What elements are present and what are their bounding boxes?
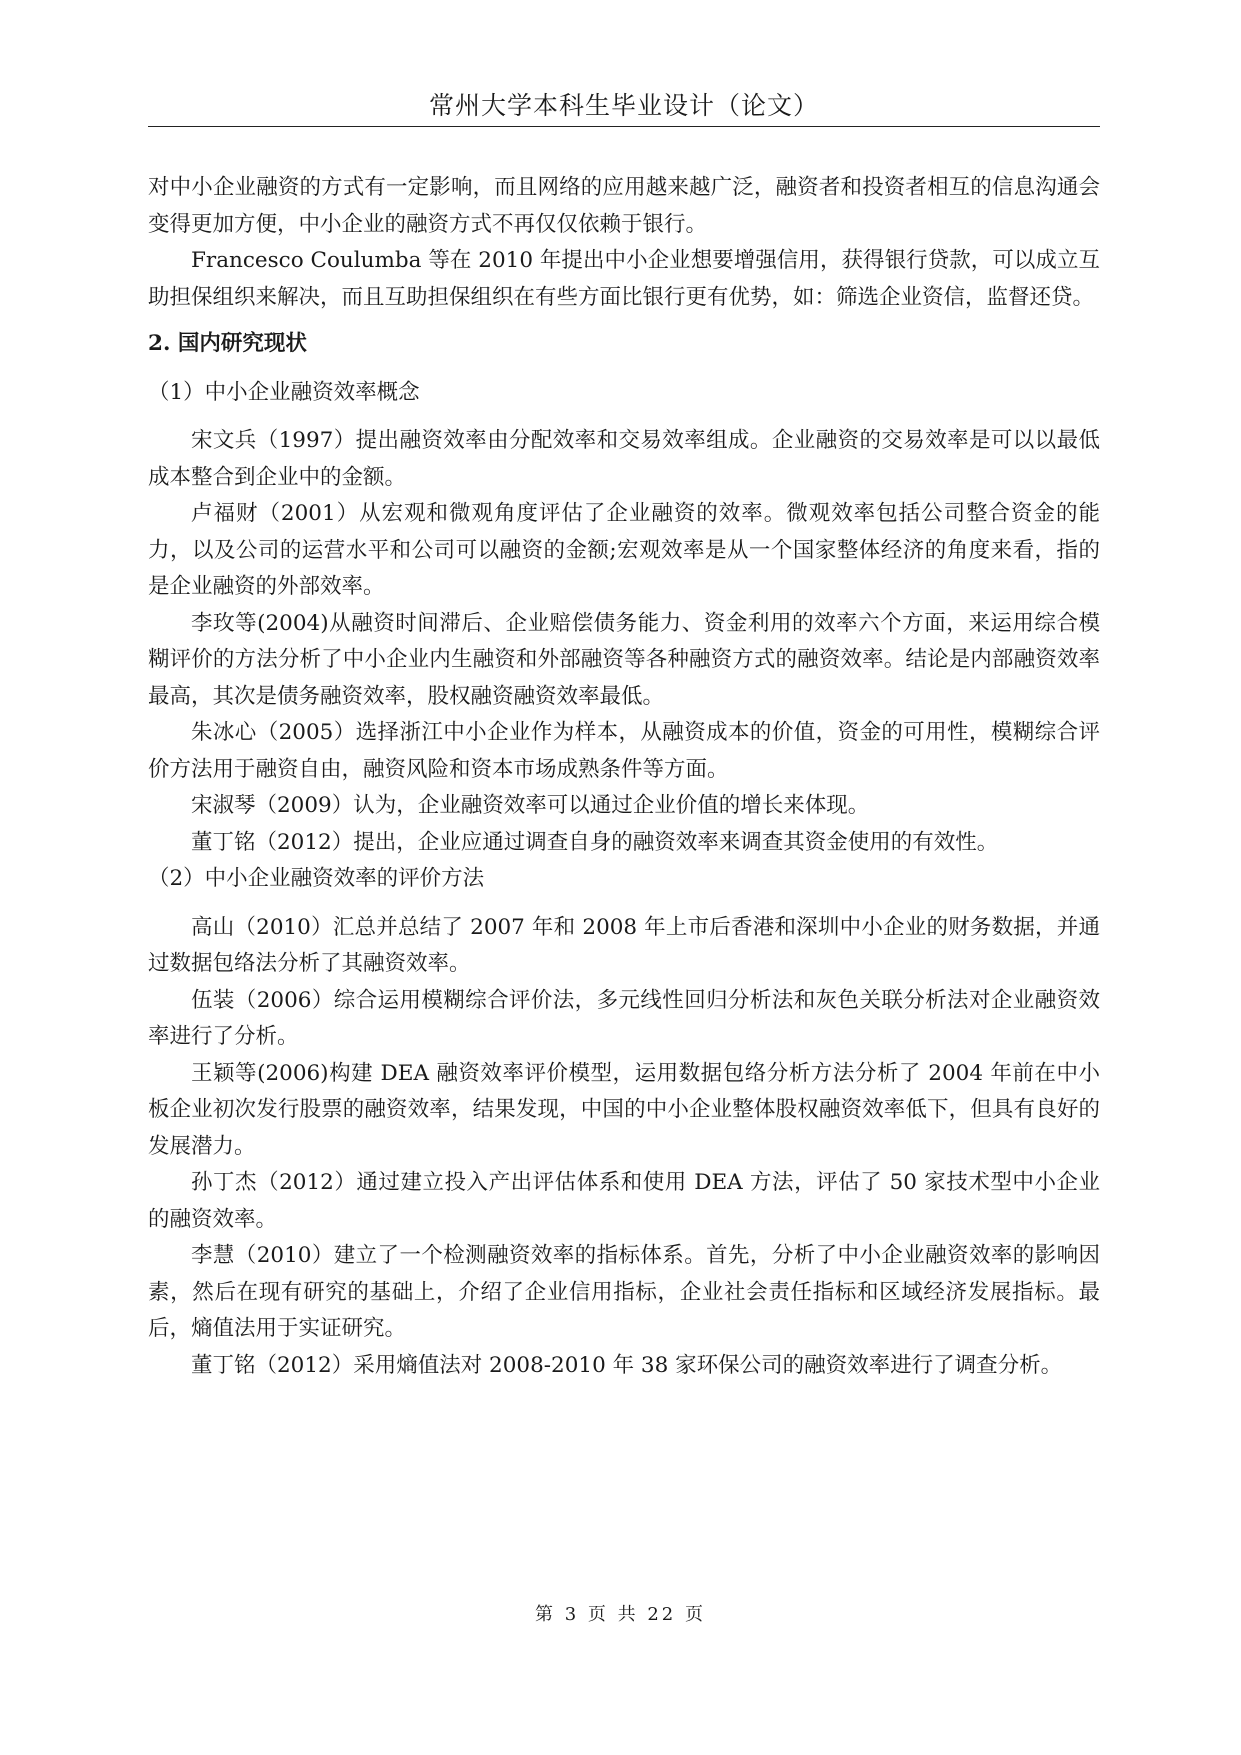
subsection-heading: （1）中小企业融资效率概念	[148, 379, 420, 405]
paragraph: Francesco Coulumba 等在 2010 年提出中小企业想要增强信用，获得银行贷款，可以成立互助担保组织来解决，而且互助担保组织在有些方面比银行更有优势，如：筛选企业资信，监督还贷。	[148, 248, 1100, 310]
paragraph: 董丁铭（2012）提出，企业应通过调查自身的融资效率来调查其资金使用的有效性。	[191, 829, 999, 855]
paragraph: 李玫等(2004)从融资时间滞后、企业赔偿债务能力、资金利用的效率六个方面，来运用综合模糊评价的方法分析了中小企业内生融资和外部融资等各种融资方式的融资效率。结论是内部融资效率最高，其次是债务融资效率，股权融资融资效率最低。	[148, 610, 1100, 709]
paragraph: 王颖等(2006)构建 DEA 融资效率评价模型，运用数据包络分析方法分析了 2004 年前在中小板企业初次发行股票的融资效率，结果发现，中国的中小企业整体股权融资效率低下，但具有良好的发展潜力。	[148, 1060, 1100, 1159]
page-number: 第 3 页 共 22 页	[535, 1604, 706, 1625]
section-heading: 2. 国内研究现状	[148, 331, 307, 356]
paragraph: 伍装（2006）综合运用模糊综合评价法，多元线性回归分析法和灰色关联分析法对企业融资效率进行了分析。	[148, 987, 1100, 1049]
paragraph: 朱冰心（2005）选择浙江中小企业作为样本，从融资成本的价值，资金的可用性，模糊综合评价方法用于融资自由，融资风险和资本市场成熟条件等方面。	[148, 720, 1100, 782]
paragraph: 宋文兵（1997）提出融资效率由分配效率和交易效率组成。企业融资的交易效率是可以以最低成本整合到企业中的金额。	[148, 428, 1100, 490]
paragraph: 李慧（2010）建立了一个检测融资效率的指标体系。首先，分析了中小企业融资效率的影响因素，然后在现有研究的基础上，介绍了企业信用指标，企业社会责任指标和区域经济发展指标。最后，熵值法用于实证研究。	[148, 1243, 1100, 1341]
subsection-heading: （2）中小企业融资效率的评价方法	[148, 866, 485, 891]
paragraph: 孙丁杰（2012）通过建立投入产出评估体系和使用 DEA 方法，评估了 50 家技术型中小企业的融资效率。	[148, 1170, 1100, 1232]
paragraph: 董丁铭（2012）采用熵值法对 2008-2010 年 38 家环保公司的融资效率进行了调查分析。	[191, 1352, 1063, 1378]
paragraph: 卢福财（2001）从宏观和微观角度评估了企业融资的效率。微观效率包括公司整合资金的能力，以及公司的运营水平和公司可以融资的金额;宏观效率是从一个国家整体经济的角度来看，指的是企业融资的外部效率。	[148, 501, 1100, 599]
page-header-title: 常州大学本科生毕业设计（论文）	[428, 91, 819, 120]
document-body	[148, 170, 1100, 1384]
header-rule	[148, 126, 1100, 127]
paragraph: 宋淑琴（2009）认为，企业融资效率可以通过企业价值的增长来体现。	[191, 793, 870, 818]
paragraph: 高山（2010）汇总并总结了 2007 年和 2008 年上市后香港和深圳中小企业的财务数据，并通过数据包络法分析了其融资效率。	[148, 914, 1100, 976]
paragraph: 对中小企业融资的方式有一定影响，而且网络的应用越来越广泛，融资者和投资者相互的信息沟通会变得更加方便，中小企业的融资方式不再仅仅依赖于银行。	[148, 175, 1100, 237]
